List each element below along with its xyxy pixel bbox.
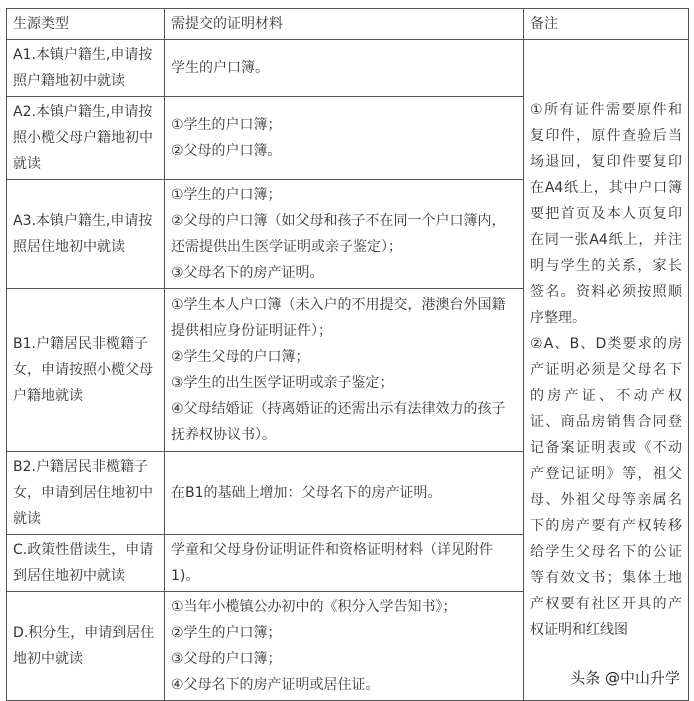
material-line: ④父母名下的房产证明或居住证。 <box>171 677 380 693</box>
material-line: ②学生父母的户口簿； <box>171 349 310 365</box>
material-line: ①学生的户口簿； <box>171 187 282 203</box>
table-header-row <box>7 9 689 40</box>
material-line: 学生的户口簿。 <box>171 60 269 76</box>
watermark-label: 头条 @中山升学 <box>570 669 680 687</box>
material-line: ③父母的户口簿； <box>171 651 282 667</box>
materials-cell <box>165 97 524 180</box>
student-type-cell: C.政策性借读生，申请到居住地初中就读 <box>7 535 165 592</box>
student-type-cell: A1.本镇户籍生,申请按照户籍地初中就读 <box>7 40 165 97</box>
materials-cell <box>165 452 524 535</box>
material-line: 学童和父母身份证明证件和资格证明材料（详见附件1)。 <box>171 542 493 584</box>
material-line: 在B1的基础上增加：父母名下的房产证明。 <box>171 485 442 501</box>
materials-cell <box>165 592 524 701</box>
material-line: ②父母的户口簿。 <box>171 143 282 159</box>
material-line: ②学生的户口簿； <box>171 625 282 641</box>
remarks-cell <box>524 40 689 701</box>
material-line: ①当年小榄镇公办初中的《积分入学告知书》； <box>171 599 457 615</box>
student-type-cell: B1.户籍居民非榄籍子女，申请按照小榄父母户籍地就读 <box>7 289 165 452</box>
student-type-cell: D.积分生，申请到居住地初中就读 <box>7 592 165 701</box>
materials-cell <box>165 535 524 592</box>
remark-paragraph: ①所有证件需要原件和复印件，原件查验后当场退回，复印件要复印在A4纸上，其中户口簿要把首页及本人页复印在同一张A4纸上，并注明与学生的关系，家长签名。资料必须按照顺序整理。 <box>530 102 682 326</box>
table-row <box>7 40 689 97</box>
materials-cell <box>165 289 524 452</box>
student-type-cell: A2.本镇户籍生,申请按照小榄父母户籍地初中就读 <box>7 97 165 180</box>
materials-cell <box>165 180 524 289</box>
student-type-cell: B2.户籍居民非榄籍子女，申请到居住地初中就读 <box>7 452 165 535</box>
material-line: ①学生的户口簿； <box>171 117 282 133</box>
student-type-cell: A3.本镇户籍生,申请按照居住地初中就读 <box>7 180 165 289</box>
material-line: ③父母名下的房产证明。 <box>171 265 324 281</box>
material-line: ④父母结婚证（持离婚证的还需出示有法律效力的孩子抚养权协议书）。 <box>171 401 506 443</box>
material-line: ①学生本人户口簿（未入户的不用提交，港澳台外国籍提供相应身份证明证件）； <box>171 297 506 339</box>
header-remarks: 备注 <box>524 9 689 40</box>
header-required-materials: 需提交的证明材料 <box>165 9 524 40</box>
admission-materials-table <box>6 8 689 701</box>
material-line: ②父母的户口簿（如父母和孩子不在同一个户口簿内，还需提供出生医学证明或亲子鉴定）； <box>171 213 506 255</box>
header-student-type: 生源类型 <box>7 9 165 40</box>
material-line: ③学生的出生医学证明或亲子鉴定； <box>171 375 394 391</box>
materials-cell <box>165 40 524 97</box>
remark-paragraph: ②A、B、D类要求的房产证明必须是父母名下的房产证、不动产权证、商品房销售合同登记备案证明表或《不动产登记证明》等，祖父母、外祖父母等亲属名下的房产要有产权转移给学生父母名下的公证等有效文书；集体土地产权要有社区开具的产权证明和红线图 <box>530 336 682 638</box>
